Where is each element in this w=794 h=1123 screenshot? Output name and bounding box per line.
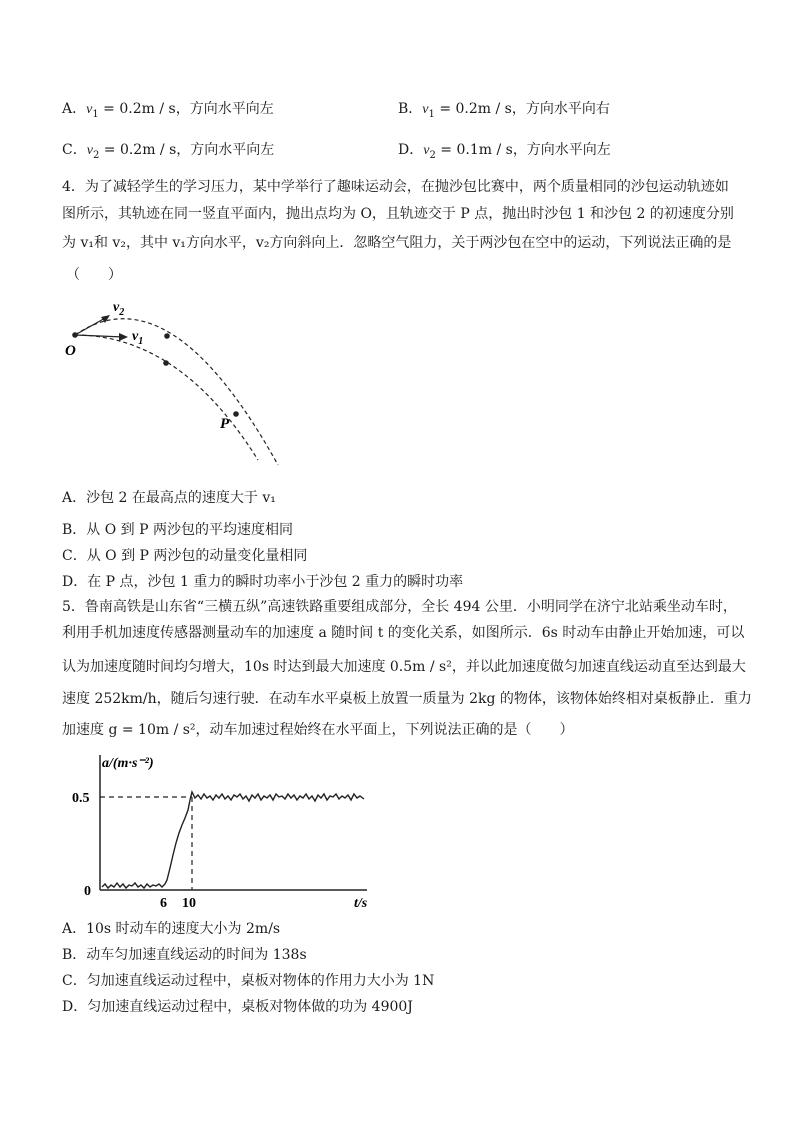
desc: ，方向水平向左 — [512, 142, 611, 158]
desc: ，方向水平向左 — [175, 101, 274, 117]
sub: 2 — [429, 149, 436, 161]
eq: = 0.2m / s — [434, 101, 512, 117]
v1-sub: 1 — [138, 336, 144, 347]
q5-stem-line3: 认为加速度随时间均匀增大，10s 时达到最大加速度 0.5m / s²，并以此加速度做匀加速直线运动直至达到最大 — [62, 659, 746, 675]
desc: ，方向水平向左 — [176, 142, 275, 158]
q5-stem-line2: 利用手机加速度传感器测量动车的加速度 a 随时间 t 的变化关系，如图所示．6s 时动车由静止开始加速，可以 — [62, 625, 745, 641]
x-axis-label: t/s — [354, 896, 368, 910]
q4-option-a: A．沙包 2 在最高点的速度大于 v₁ — [62, 490, 276, 506]
option-label: A． — [62, 101, 87, 117]
q5-stem-line4: 速度 252km/h，随后匀速行驶．在动车水平桌板上放置一质量为 2kg 的物体，该物体始终相对桌板静止．重力 — [62, 691, 752, 707]
x-tick-10: 10 — [182, 896, 196, 910]
option-label: C． — [62, 142, 87, 158]
q4-stem-line1: 4．为了减轻学生的学习压力，某中学举行了趣味运动会，在抛沙包比赛中，两个质量相同的沙包运动轨迹如 — [62, 179, 729, 195]
label-p: P — [220, 416, 230, 432]
q4-stem-line2: 图所示，其轨迹在同一竖直平面内，抛出点均为 O，且轨迹交于 P 点，抛出时沙包 1 和沙包 2 的初速度分别 — [62, 206, 734, 222]
point-p — [233, 411, 239, 417]
v1-arrowhead — [119, 333, 128, 341]
q3-option-a — [62, 98, 274, 120]
q5-acceleration-graph — [72, 750, 392, 910]
v2-arrow — [75, 317, 107, 335]
q3-option-d — [398, 139, 611, 161]
q5-option-d: D．匀加速直线运动过程中，桌板对物体做的功为 4900J — [62, 999, 413, 1015]
v2-var: v — [113, 300, 120, 315]
trajectory-1 — [75, 335, 258, 460]
sub: 2 — [92, 149, 100, 161]
q5-stem-line5: 加速度 g = 10m / s²，动车加速过程始终在水平面上，下列说法正确的是（ ） — [62, 722, 574, 738]
v2-sub: 2 — [119, 307, 125, 318]
q3-option-b — [398, 98, 610, 120]
q4-option-c: C．从 O 到 P 两沙包的动量变化量相同 — [62, 548, 308, 564]
y-axis-label: a/(m·s⁻²) — [102, 756, 154, 771]
label-v1 — [132, 329, 143, 347]
q4-option-b: B．从 O 到 P 两沙包的平均速度相同 — [62, 522, 293, 538]
q3-option-c — [62, 139, 274, 161]
desc: ，方向水平向右 — [511, 101, 610, 117]
option-label: D． — [398, 142, 424, 158]
label-o: O — [65, 343, 76, 359]
q5-option-c: C．匀加速直线运动过程中，桌板对物体的作用力大小为 1N — [62, 973, 435, 989]
y-tick-0: 0 — [84, 884, 91, 899]
var: v — [422, 102, 429, 117]
var: v — [86, 102, 93, 117]
q4-trajectory-figure — [60, 290, 290, 470]
var: v — [86, 143, 93, 158]
q4-stem-line3: 为 v₁和 v₂，其中 v₁方向水平，v₂方向斜向上．忽略空气阻力，关于两沙包在空中的运动，下列说法正确的是 — [62, 235, 732, 251]
q5-stem-line1: 5．鲁南高铁是山东省“三横五纵”高速铁路重要组成部分，全长 494 公里．小明同学在济宁北站乘坐动车时， — [62, 599, 737, 615]
x-tick-6: 6 — [160, 896, 167, 910]
sub: 1 — [92, 108, 99, 120]
point-mark-upper — [164, 333, 170, 339]
label-v2 — [113, 300, 124, 318]
point-mark-lower — [163, 360, 169, 366]
q5-option-b: B．动车匀加速直线运动的时间为 138s — [62, 947, 307, 963]
eq: = 0.2m / s — [99, 142, 177, 158]
eq: = 0.2m / s — [98, 101, 176, 117]
eq: = 0.1m / s — [435, 142, 513, 158]
point-o — [72, 332, 78, 338]
q5-option-a: A．10s 时动车的速度大小为 2m/s — [62, 921, 281, 937]
sub: 1 — [428, 108, 435, 120]
y-tick-05: 0.5 — [72, 791, 90, 806]
q4-option-d: D．在 P 点，沙包 1 重力的瞬时功率小于沙包 2 重力的瞬时功率 — [62, 574, 464, 590]
acceleration-curve — [102, 792, 364, 888]
v1-var: v — [132, 329, 139, 344]
option-label: B． — [398, 101, 423, 117]
var: v — [423, 143, 430, 158]
q4-answer-bracket: （ ） — [66, 267, 122, 283]
